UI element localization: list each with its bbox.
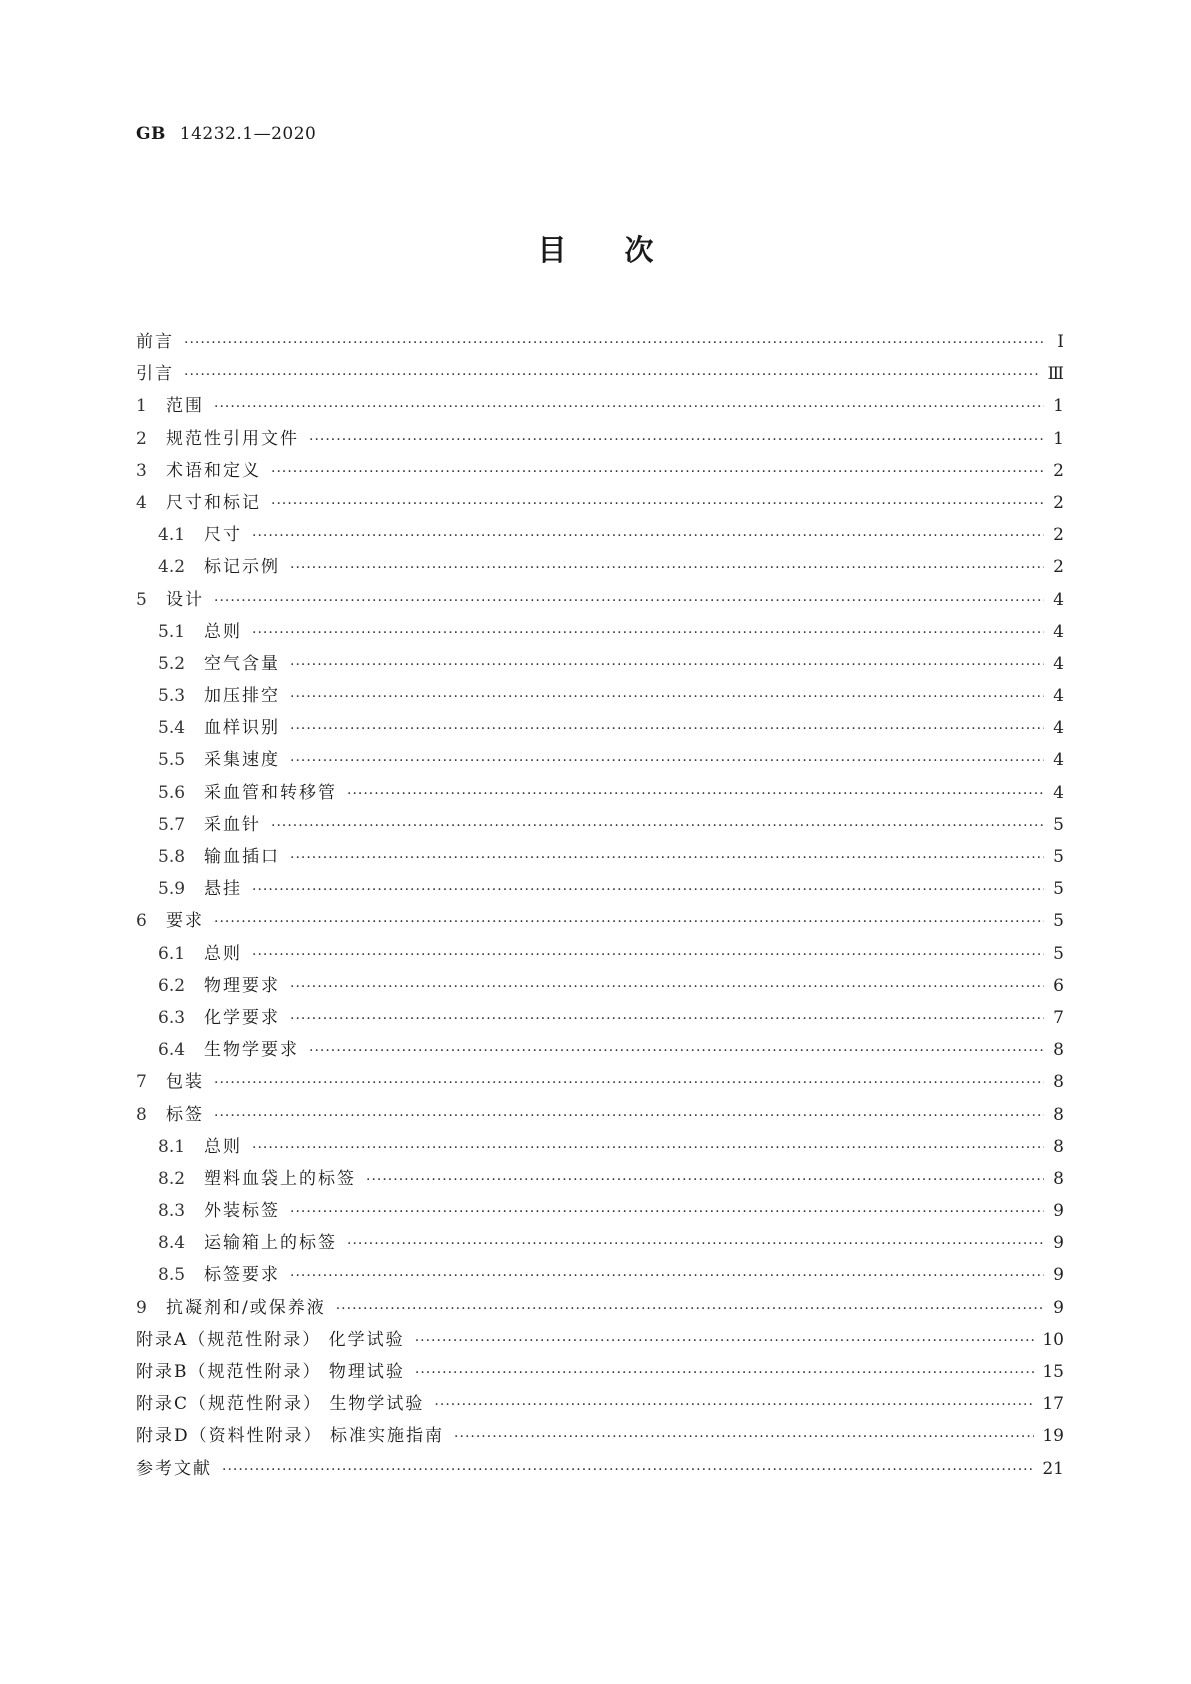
toc-entry-page: 4 [1053, 653, 1064, 674]
toc-entry-page: 1 [1053, 428, 1064, 449]
toc-entry-page: 19 [1042, 1426, 1064, 1447]
toc-entry-page: 5 [1053, 847, 1064, 867]
toc-entry[interactable] [136, 1357, 1064, 1389]
toc-entry-title: 包装 [166, 1072, 204, 1093]
toc-entry[interactable] [136, 552, 1064, 584]
dot-leader [290, 721, 1044, 737]
dot-leader [214, 1075, 1044, 1091]
toc-entry[interactable] [136, 424, 1064, 456]
toc-entry[interactable] [136, 1132, 1064, 1164]
toc-entry-number: 6.1 [158, 943, 186, 964]
toc-entry-number: 5.9 [158, 879, 186, 900]
toc-entry-number: 5.2 [158, 653, 186, 674]
toc-entry[interactable] [136, 1228, 1064, 1260]
toc-entry[interactable] [136, 681, 1064, 713]
toc-entry[interactable] [136, 842, 1064, 874]
toc-entry-page: 4 [1053, 589, 1064, 610]
toc-entry-title: 标签要求 [204, 1265, 280, 1286]
dot-leader [290, 850, 1044, 866]
toc-entry-number: 6.4 [158, 1040, 186, 1061]
toc-entry[interactable] [136, 327, 1064, 359]
toc-entry-number: 4.1 [158, 525, 186, 546]
toc-entry-number: 7 [136, 1072, 147, 1093]
dot-leader [271, 464, 1044, 480]
toc-entry-title: 规范性引用文件 [166, 428, 299, 449]
toc-entry[interactable] [136, 939, 1064, 971]
dot-leader [309, 432, 1044, 448]
toc-entry-title: 前言 [136, 332, 174, 352]
toc-entry-title: 采血管和转移管 [204, 782, 337, 803]
toc-entry-page: 9 [1053, 1233, 1064, 1254]
toc-entry-number: 3 [136, 460, 147, 481]
toc-entry[interactable] [136, 778, 1064, 810]
toc-entry-number: 8.2 [158, 1168, 186, 1189]
page-title: 目次 [537, 233, 712, 267]
toc-entry[interactable] [136, 585, 1064, 617]
toc-entry-number: 9 [136, 1297, 147, 1318]
toc-entry-title: 总则 [204, 1136, 242, 1157]
toc-entry-page: 4 [1053, 782, 1064, 803]
toc-entry-page: Ⅰ [1057, 332, 1064, 352]
toc-entry-title: 总则 [204, 621, 242, 642]
dot-leader [290, 657, 1044, 673]
toc-entry-page: 4 [1053, 718, 1064, 739]
toc-entry-title: 抗凝剂和/或保养液 [166, 1297, 326, 1318]
toc-entry-page: 8 [1053, 1072, 1064, 1093]
toc-entry-page: 9 [1053, 1297, 1064, 1318]
toc-entry[interactable] [136, 1067, 1064, 1099]
toc-entry[interactable] [136, 391, 1064, 423]
document-header [136, 124, 316, 144]
dot-leader [252, 528, 1044, 544]
dot-leader [366, 1172, 1044, 1188]
toc-entry-title: 尺寸 [204, 525, 242, 546]
toc-entry-number: 6.2 [158, 975, 186, 996]
toc-entry[interactable] [136, 1100, 1064, 1132]
dot-leader [347, 786, 1044, 802]
toc-entry-title: 化学要求 [204, 1007, 280, 1028]
toc-entry-page: 2 [1053, 492, 1064, 513]
toc-entry[interactable] [136, 1260, 1064, 1292]
toc-entry-number: 8.5 [158, 1265, 186, 1286]
toc-entry-title: 尺寸和标记 [166, 492, 261, 513]
toc-entry[interactable] [136, 745, 1064, 777]
dot-leader [415, 1333, 1035, 1349]
toc-entry-number: 2 [136, 428, 147, 449]
dot-leader [415, 1365, 1034, 1381]
toc-entry[interactable] [136, 1421, 1064, 1453]
standard-prefix: GB [136, 124, 166, 144]
toc-entry-title: 运输箱上的标签 [204, 1233, 337, 1254]
dot-leader [184, 367, 1040, 383]
dot-leader [290, 979, 1044, 995]
toc-entry-number: 5.3 [158, 686, 186, 707]
toc-entry-title: 设计 [166, 589, 204, 610]
toc-entry-number: 8 [136, 1104, 147, 1125]
toc-entry-number: 8.3 [158, 1201, 186, 1222]
toc-entry-page: 2 [1053, 525, 1064, 546]
toc-entry-title: 标签 [166, 1104, 204, 1125]
toc-entry-number: 6 [136, 911, 147, 932]
toc-entry-title: 采集速度 [204, 750, 280, 771]
toc-entry[interactable] [136, 520, 1064, 552]
toc-entry-page: 8 [1053, 1040, 1064, 1061]
toc-entry-number: 5 [136, 589, 147, 610]
toc-entry-title: 采血针 [204, 814, 261, 835]
toc-entry-title: 引言 [136, 364, 174, 385]
toc-entry-number: 4.2 [158, 557, 186, 578]
toc-entry[interactable] [136, 1293, 1064, 1325]
dot-leader [214, 399, 1044, 415]
toc-entry-number: 5.8 [158, 847, 186, 867]
toc-entry-page: 10 [1042, 1329, 1064, 1350]
toc-entry[interactable] [136, 1003, 1064, 1035]
dot-leader [252, 1140, 1044, 1156]
dot-leader [347, 1236, 1044, 1252]
toc-entry-title: 塑料血袋上的标签 [204, 1168, 356, 1189]
toc-entry-number: 8.4 [158, 1233, 186, 1254]
toc-entry-page: 5 [1053, 911, 1064, 932]
toc-entry[interactable] [136, 971, 1064, 1003]
dot-leader [290, 1268, 1044, 1284]
toc-entry-page: 5 [1053, 879, 1064, 900]
toc-entry-title: 标记示例 [204, 557, 280, 578]
toc-entry-number: 5.7 [158, 814, 186, 835]
toc-entry-title: 总则 [204, 943, 242, 964]
table-of-contents [136, 327, 1064, 1486]
toc-entry-page: 8 [1053, 1136, 1064, 1157]
dot-leader [434, 1397, 1034, 1413]
toc-entry-page: 4 [1053, 686, 1064, 707]
toc-entry-title: 范围 [166, 396, 204, 417]
dot-leader [290, 1204, 1044, 1220]
toc-entry[interactable] [136, 1389, 1064, 1421]
toc-entry-page: 8 [1053, 1168, 1064, 1189]
toc-entry-title: 悬挂 [204, 879, 242, 900]
toc-entry[interactable] [136, 488, 1064, 520]
toc-entry[interactable] [136, 810, 1064, 842]
toc-entry-page: 4 [1053, 621, 1064, 642]
toc-entry-page: 21 [1042, 1458, 1064, 1479]
toc-entry[interactable] [136, 1164, 1064, 1196]
dot-leader [290, 1011, 1044, 1027]
dot-leader [454, 1429, 1034, 1445]
toc-entry-page: 17 [1042, 1394, 1064, 1415]
toc-entry[interactable] [136, 649, 1064, 681]
dot-leader [271, 496, 1044, 512]
dot-leader [271, 818, 1044, 834]
toc-entry[interactable] [136, 617, 1064, 649]
dot-leader [309, 1043, 1044, 1059]
toc-entry-number: 5.1 [158, 621, 186, 642]
toc-entry-page: 2 [1053, 557, 1064, 578]
dot-leader [252, 882, 1044, 898]
toc-entry[interactable] [136, 906, 1064, 938]
toc-entry-title: 术语和定义 [166, 460, 261, 481]
toc-entry-page: 7 [1053, 1007, 1064, 1028]
toc-entry[interactable] [136, 456, 1064, 488]
dot-leader [290, 560, 1044, 576]
dot-leader [336, 1301, 1044, 1317]
toc-entry-title: 物理要求 [204, 975, 280, 996]
toc-entry-title: 附录D（资料性附录） 标准实施指南 [136, 1426, 445, 1447]
toc-entry-number: 5.4 [158, 718, 186, 739]
toc-entry-title: 参考文献 [136, 1458, 212, 1479]
toc-entry-title: 加压排空 [204, 686, 280, 707]
toc-entry-title: 输血插口 [204, 847, 280, 867]
toc-entry-title: 附录C（规范性附录） 生物学试验 [136, 1394, 425, 1415]
toc-entry[interactable] [136, 359, 1064, 391]
dot-leader [222, 1462, 1034, 1478]
toc-entry-title: 附录B（规范性附录） 物理试验 [136, 1362, 405, 1382]
dot-leader [214, 593, 1044, 609]
toc-entry[interactable] [136, 1325, 1064, 1357]
dot-leader [290, 689, 1044, 705]
dot-leader [252, 625, 1044, 641]
toc-entry-page: 9 [1053, 1265, 1064, 1286]
toc-entry[interactable] [136, 713, 1064, 745]
dot-leader [184, 335, 1044, 351]
toc-entry-number: 6.3 [158, 1007, 186, 1028]
toc-entry-number: 4 [136, 492, 147, 513]
toc-entry[interactable] [136, 1196, 1064, 1228]
toc-entry-title: 空气含量 [204, 653, 280, 674]
toc-entry-title: 外装标签 [204, 1201, 280, 1222]
toc-entry-page: 9 [1053, 1201, 1064, 1222]
toc-entry-title: 要求 [166, 911, 204, 932]
toc-entry-page: 8 [1053, 1104, 1064, 1125]
toc-entry-page: 1 [1053, 396, 1064, 417]
toc-entry-page: 4 [1053, 750, 1064, 771]
toc-entry-number: 5.5 [158, 750, 186, 771]
toc-entry-title: 附录A（规范性附录） 化学试验 [136, 1329, 405, 1350]
toc-entry[interactable] [136, 1035, 1064, 1067]
toc-entry-page: 15 [1042, 1362, 1064, 1382]
toc-entry-number: 5.6 [158, 782, 186, 803]
dot-leader [252, 947, 1044, 963]
toc-entry-page: 2 [1053, 460, 1064, 481]
toc-entry-title: 生物学要求 [204, 1040, 299, 1061]
toc-entry-title: 血样识别 [204, 718, 280, 739]
toc-entry-number: 1 [136, 396, 147, 417]
toc-entry[interactable] [136, 1454, 1064, 1486]
toc-entry[interactable] [136, 874, 1064, 906]
toc-entry-page: 5 [1053, 943, 1064, 964]
standard-code: 14232.1—2020 [179, 124, 317, 144]
toc-entry-number: 8.1 [158, 1136, 186, 1157]
toc-entry-page: 6 [1053, 975, 1064, 996]
toc-entry-page: Ⅲ [1047, 364, 1064, 385]
dot-leader [214, 1108, 1044, 1124]
dot-leader [290, 753, 1044, 769]
dot-leader [214, 914, 1044, 930]
toc-entry-page: 5 [1053, 814, 1064, 835]
